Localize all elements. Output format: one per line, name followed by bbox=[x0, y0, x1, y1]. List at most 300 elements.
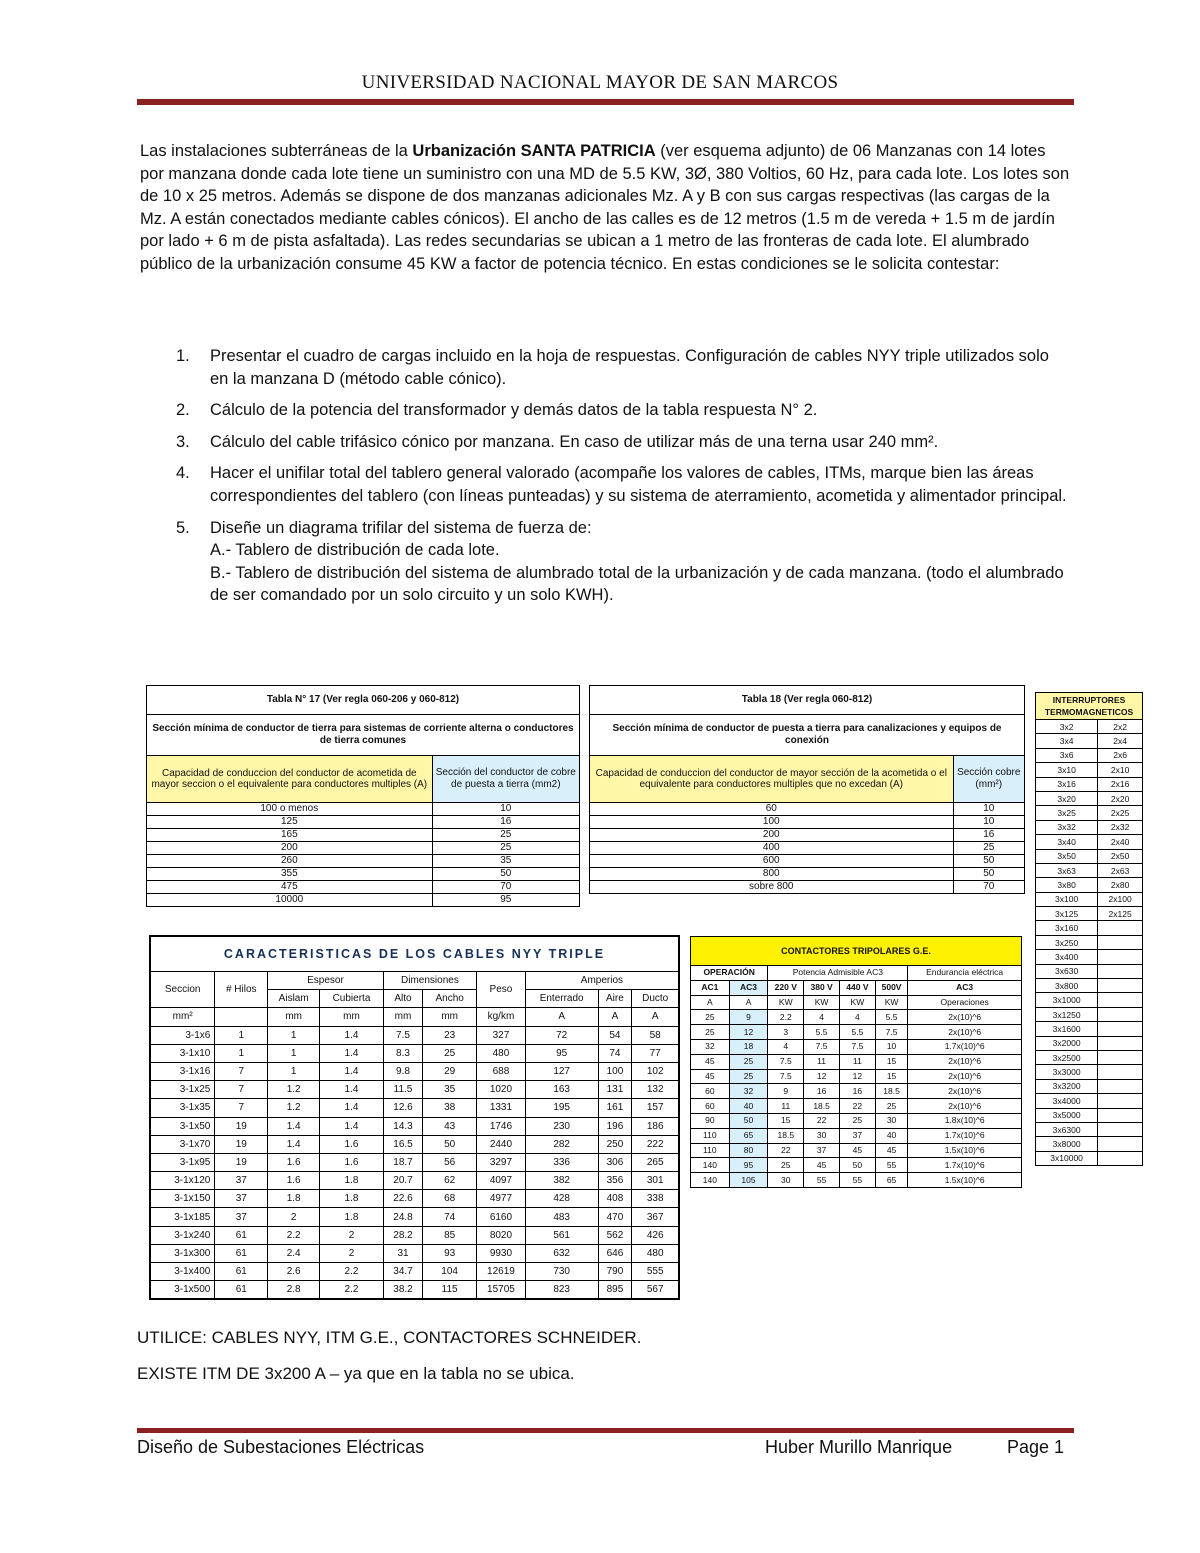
table-row bbox=[150, 1117, 679, 1135]
table-cell: 20.7 bbox=[383, 1172, 422, 1190]
table-row bbox=[1036, 993, 1143, 1007]
table-cell: 19 bbox=[215, 1153, 268, 1171]
itm-cell: 3x2000 bbox=[1036, 1036, 1098, 1050]
table-cell: 29 bbox=[423, 1062, 477, 1080]
table-cell: 7.5 bbox=[804, 1039, 840, 1054]
table-cell: 260 bbox=[147, 855, 433, 868]
itm-cell bbox=[1098, 1065, 1143, 1079]
table-cell: 50 bbox=[953, 855, 1024, 868]
table-cell: 356 bbox=[598, 1172, 632, 1190]
unit-cell: mm bbox=[383, 1008, 422, 1026]
table-row bbox=[1036, 935, 1143, 949]
itm-cell: 2x20 bbox=[1098, 791, 1143, 805]
itm-cell: 3x32 bbox=[1036, 820, 1098, 834]
table-cell: 19 bbox=[215, 1135, 268, 1153]
table-cell: 12619 bbox=[477, 1263, 526, 1281]
itm-cell bbox=[1098, 1022, 1143, 1036]
table-row bbox=[1036, 720, 1143, 734]
table-cell: 80 bbox=[729, 1143, 768, 1158]
nyy-header-alto: Alto bbox=[383, 990, 422, 1008]
table-cell: 3 bbox=[768, 1025, 804, 1040]
table-row bbox=[150, 1153, 679, 1171]
table-cell: 8.3 bbox=[383, 1044, 422, 1062]
itm-cell: 3x1250 bbox=[1036, 1007, 1098, 1021]
table-row bbox=[1036, 1108, 1143, 1122]
table-cell: 68 bbox=[423, 1190, 477, 1208]
table-cell: 1020 bbox=[477, 1081, 526, 1099]
table-cell: 4977 bbox=[477, 1190, 526, 1208]
table-cell: 55 bbox=[875, 1158, 907, 1173]
itm-cell: 3x25 bbox=[1036, 806, 1098, 820]
table-row bbox=[147, 855, 580, 868]
itm-cell: 3x3200 bbox=[1036, 1079, 1098, 1093]
table-cell: 25 bbox=[840, 1113, 876, 1128]
table-cell: 40 bbox=[729, 1099, 768, 1114]
tabla-18-col1-header: Capacidad de conduccion del conductor de mayor sección de la acometida o el equivalente para conductores multiples que no excedan (A) bbox=[590, 756, 954, 803]
unit-cell bbox=[215, 1008, 268, 1026]
table-cell: 600 bbox=[590, 855, 954, 868]
contactores-header-operacion: OPERACIÓN bbox=[691, 966, 768, 981]
table-cell: 18.7 bbox=[383, 1153, 422, 1171]
unit-cell: A bbox=[632, 1008, 679, 1026]
table-row bbox=[1036, 734, 1143, 748]
footer-page-number: Page 1 bbox=[1007, 1437, 1065, 1457]
itm-cell: 3x6300 bbox=[1036, 1122, 1098, 1136]
table-row bbox=[147, 829, 580, 842]
table-cell: 12 bbox=[840, 1069, 876, 1084]
itm-cell: 2x10 bbox=[1098, 763, 1143, 777]
nyy-header-seccion: Seccion bbox=[150, 972, 215, 1008]
table-row bbox=[147, 868, 580, 881]
table-cell: 1 bbox=[215, 1044, 268, 1062]
table-cell: 10 bbox=[953, 816, 1024, 829]
table-cell: 1.4 bbox=[320, 1062, 384, 1080]
table-cell: 3-1x10 bbox=[150, 1044, 215, 1062]
table-cell: 16.5 bbox=[383, 1135, 422, 1153]
table-cell: 104 bbox=[423, 1263, 477, 1281]
table-row bbox=[1036, 950, 1143, 964]
table-cell: 1 bbox=[268, 1026, 320, 1044]
table-cell: 2.6 bbox=[268, 1263, 320, 1281]
table-cell: 131 bbox=[598, 1081, 632, 1099]
table-row bbox=[1036, 763, 1143, 777]
table-row bbox=[1036, 1065, 1143, 1079]
table-cell: 161 bbox=[598, 1099, 632, 1117]
table-cell: 22 bbox=[840, 1099, 876, 1114]
question-number: 5. bbox=[176, 518, 190, 537]
unit-cell: mm bbox=[268, 1008, 320, 1026]
table-cell: 8020 bbox=[477, 1226, 526, 1244]
table-row bbox=[150, 1026, 679, 1044]
table-cell: 15 bbox=[768, 1113, 804, 1128]
itm-cell: 2x100 bbox=[1098, 892, 1143, 906]
table-cell: 7.5 bbox=[768, 1054, 804, 1069]
table-cell: 18 bbox=[729, 1039, 768, 1054]
table-cell: 3-1x25 bbox=[150, 1081, 215, 1099]
table-cell: 95 bbox=[729, 1158, 768, 1173]
table-row bbox=[691, 1010, 1022, 1025]
table-cell: 16 bbox=[840, 1084, 876, 1099]
question-text: Cálculo de la potencia del transformador y demás datos de la tabla respuesta N° 2. bbox=[210, 401, 818, 420]
unit-cell: A bbox=[729, 995, 768, 1010]
nyy-header-ancho: Ancho bbox=[423, 990, 477, 1008]
header-cell: AC3 bbox=[908, 980, 1022, 995]
table-cell: 3-1x6 bbox=[150, 1026, 215, 1044]
table-cell: 2 bbox=[320, 1244, 384, 1262]
document-header-title: UNIVERSIDAD NACIONAL MAYOR DE SAN MARCOS bbox=[361, 72, 839, 93]
table-cell: 37 bbox=[840, 1128, 876, 1143]
tabla-17-body bbox=[147, 803, 580, 907]
table-cell: 30 bbox=[875, 1113, 907, 1128]
table-cell: 2.2 bbox=[320, 1281, 384, 1300]
table-cell: 7.5 bbox=[840, 1039, 876, 1054]
table-row bbox=[1036, 820, 1143, 834]
table-cell: 2.8 bbox=[268, 1281, 320, 1300]
table-cell: 16 bbox=[432, 816, 579, 829]
tabla-18-title: Tabla 18 (Ver regla 060-812) bbox=[590, 686, 1025, 715]
table-cell: 105 bbox=[729, 1173, 768, 1188]
table-cell: 55 bbox=[804, 1173, 840, 1188]
itm-cell: 2x80 bbox=[1098, 878, 1143, 892]
table-cell: 567 bbox=[632, 1281, 679, 1300]
table-cell: 37 bbox=[215, 1208, 268, 1226]
table-cell: 62 bbox=[423, 1172, 477, 1190]
table-cell: 50 bbox=[423, 1135, 477, 1153]
table-cell: 25 bbox=[953, 842, 1024, 855]
table-row bbox=[1036, 1079, 1143, 1093]
table-cell: 11 bbox=[840, 1054, 876, 1069]
table-cell: 3-1x70 bbox=[150, 1135, 215, 1153]
table-cell: 32 bbox=[691, 1039, 730, 1054]
table-cell: 35 bbox=[423, 1081, 477, 1099]
table-row bbox=[150, 1226, 679, 1244]
table-cell: 93 bbox=[423, 1244, 477, 1262]
table-cell: 3-1x16 bbox=[150, 1062, 215, 1080]
table-cell: 45 bbox=[840, 1143, 876, 1158]
itm-cell: 3x40 bbox=[1036, 835, 1098, 849]
table-cell: 18.5 bbox=[875, 1084, 907, 1099]
interruptores-title: INTERRUPTORES TERMOMAGNETICOS bbox=[1036, 693, 1143, 720]
table-cell: 65 bbox=[729, 1128, 768, 1143]
footer-rule bbox=[137, 1428, 1074, 1433]
header-cell: 380 V bbox=[804, 980, 840, 995]
contactores-header-potencia: Potencia Admisible AC3 bbox=[768, 966, 908, 981]
table-cell: 100 bbox=[590, 816, 954, 829]
table-row bbox=[691, 1069, 1022, 1084]
question-item bbox=[140, 462, 1070, 507]
table-cell: 2.2 bbox=[320, 1263, 384, 1281]
table-cell: 282 bbox=[525, 1135, 598, 1153]
table-cell: 10 bbox=[432, 803, 579, 816]
nyy-header-amperios: Amperios bbox=[525, 972, 679, 990]
table-cell: 562 bbox=[598, 1226, 632, 1244]
tabla-18-col2-header: Sección cobre (mm²) bbox=[953, 756, 1024, 803]
nyy-header-aislam: Aislam bbox=[268, 990, 320, 1008]
table-cell: 2x(10)^6 bbox=[908, 1099, 1022, 1114]
table-row bbox=[1036, 777, 1143, 791]
table-cell: 1.4 bbox=[320, 1117, 384, 1135]
table-cell: 10 bbox=[875, 1039, 907, 1054]
table-cell: 2x(10)^6 bbox=[908, 1084, 1022, 1099]
table-cell: 95 bbox=[525, 1044, 598, 1062]
table-row bbox=[691, 1143, 1022, 1158]
table-cell: 31 bbox=[383, 1244, 422, 1262]
unit-cell: A bbox=[691, 995, 730, 1010]
table-cell: 95 bbox=[432, 894, 579, 907]
table-row bbox=[1036, 892, 1143, 906]
table-cell: 355 bbox=[147, 868, 433, 881]
itm-cell: 3x5000 bbox=[1036, 1108, 1098, 1122]
table-cell: 25 bbox=[423, 1044, 477, 1062]
table-cell: 4 bbox=[804, 1010, 840, 1025]
table-cell: 1.2 bbox=[268, 1099, 320, 1117]
table-row bbox=[150, 1172, 679, 1190]
question-item bbox=[140, 431, 1070, 454]
intro-paragraph bbox=[140, 140, 1070, 276]
itm-cell: 2x2 bbox=[1098, 720, 1143, 734]
table-cell: 426 bbox=[632, 1226, 679, 1244]
table-cell: 4097 bbox=[477, 1172, 526, 1190]
table-cell: 9 bbox=[729, 1010, 768, 1025]
table-row bbox=[691, 1039, 1022, 1054]
footer-author: Huber Murillo Manrique bbox=[765, 1437, 953, 1457]
table-cell: 65 bbox=[875, 1173, 907, 1188]
table-row bbox=[691, 1158, 1022, 1173]
table-cell: 45 bbox=[875, 1143, 907, 1158]
question-list bbox=[140, 345, 1070, 616]
table-cell: 1.4 bbox=[320, 1099, 384, 1117]
question-subitem: A.- Tablero de distribución de cada lote. bbox=[210, 541, 500, 560]
table-row bbox=[1036, 863, 1143, 877]
table-cell: 1331 bbox=[477, 1099, 526, 1117]
table-cell: 50 bbox=[953, 868, 1024, 881]
table-cell: 2.4 bbox=[268, 1244, 320, 1262]
tabla-17-col2-header: Sección del conductor de cobre de puesta a tierra (mm2) bbox=[432, 756, 579, 803]
table-row bbox=[590, 816, 1025, 829]
table-cell: 3-1x95 bbox=[150, 1153, 215, 1171]
table-cell: 60 bbox=[590, 803, 954, 816]
table-cell: 646 bbox=[598, 1244, 632, 1262]
intro-text-2: (ver esquema adjunto) de 06 Manzanas con 14 lotes por manzana donde cada lote tiene un suministro con una MD de 5.5 KW, 3Ø, 380 Voltios, 60 Hz, para cada lote. Los lotes son de 10 x 25 metros. Además se dispone de dos manzanas adicionales Mz. A y B con sus cargas respectivas (las cargas de la Mz. A están conectados mediante cables cónicos). El ancho de las calles es de 12 metros (1.5 m de vereda + 1.5 m de jardín por lado + 6 m de pista asfaltada). Las redes secundarias se ubican a 1 metro de las fronteras de cada lote. El alumbrado público de la urbanización consume 45 KW a factor de potencia técnico. En estas condiciones se le solicita contestar: bbox=[140, 142, 1070, 273]
table-cell: 74 bbox=[598, 1044, 632, 1062]
table-cell: 58 bbox=[632, 1026, 679, 1044]
table-cell: 1.6 bbox=[320, 1153, 384, 1171]
table-cell: 9.8 bbox=[383, 1062, 422, 1080]
question-text: Hacer el unifilar total del tablero general valorado (acompañe los valores de cables, ITMs, marque bien las áreas correspondientes del tablero (con líneas punteadas) y su sistema de aterramiento, acometida y alimentador principal. bbox=[210, 464, 1067, 505]
table-cell: 74 bbox=[423, 1208, 477, 1226]
table-cell: 100 bbox=[598, 1062, 632, 1080]
table-cell: 9 bbox=[768, 1084, 804, 1099]
table-cell: 16 bbox=[804, 1084, 840, 1099]
itm-cell: 3x6 bbox=[1036, 748, 1098, 762]
itm-cell bbox=[1098, 935, 1143, 949]
table-cell: 2x(10)^6 bbox=[908, 1025, 1022, 1040]
contactores-title: CONTACTORES TRIPOLARES G.E. bbox=[691, 937, 1022, 966]
itm-cell bbox=[1098, 1122, 1143, 1136]
itm-cell: 3x800 bbox=[1036, 979, 1098, 993]
table-cell: 25 bbox=[432, 842, 579, 855]
table-cell: 186 bbox=[632, 1117, 679, 1135]
table-cell: 555 bbox=[632, 1263, 679, 1281]
table-cell: 196 bbox=[598, 1117, 632, 1135]
table-cell: 28.2 bbox=[383, 1226, 422, 1244]
note-existe: EXISTE ITM DE 3x200 A – ya que en la tabla no se ubica. bbox=[137, 1364, 575, 1383]
tabla-17-title: Tabla N° 17 (Ver regla 060-206 y 060-812) bbox=[147, 686, 580, 715]
unit-cell: mm² bbox=[150, 1008, 215, 1026]
table-cell: 3-1x50 bbox=[150, 1117, 215, 1135]
table-cell: 5.5 bbox=[875, 1010, 907, 1025]
table-cell: 7.5 bbox=[768, 1069, 804, 1084]
table-cell: 1.6 bbox=[268, 1153, 320, 1171]
table-cell: 115 bbox=[423, 1281, 477, 1300]
table-cell: 45 bbox=[804, 1158, 840, 1173]
table-cell: 9930 bbox=[477, 1244, 526, 1262]
itm-cell: 3x10 bbox=[1036, 763, 1098, 777]
table-row bbox=[150, 1208, 679, 1226]
table-cell: 1.4 bbox=[320, 1044, 384, 1062]
note-utilice: UTILICE: CABLES NYY, ITM G.E., CONTACTORES SCHNEIDER. bbox=[137, 1328, 642, 1347]
table-cell: 43 bbox=[423, 1117, 477, 1135]
table-cell: 22 bbox=[768, 1143, 804, 1158]
table-cell: 25 bbox=[432, 829, 579, 842]
itm-cell: 2x32 bbox=[1098, 820, 1143, 834]
table-cell: 1746 bbox=[477, 1117, 526, 1135]
unit-cell: Operaciones bbox=[908, 995, 1022, 1010]
table-cell: 55 bbox=[840, 1173, 876, 1188]
footer-course: Diseño de Subestaciones Eléctricas bbox=[137, 1437, 425, 1457]
table-row bbox=[1036, 1036, 1143, 1050]
itm-cell: 3x4 bbox=[1036, 734, 1098, 748]
table-cell: 35 bbox=[432, 855, 579, 868]
table-cell: 25 bbox=[691, 1010, 730, 1025]
table-cell: 2.2 bbox=[268, 1226, 320, 1244]
table-row bbox=[150, 1099, 679, 1117]
table-cell: 38 bbox=[423, 1099, 477, 1117]
tabla-17-subtitle: Sección mínima de conductor de tierra para sistemas de corriente alterna o conductores de tierra comunes bbox=[147, 715, 580, 756]
table-cell: 823 bbox=[525, 1281, 598, 1300]
table-cell: 222 bbox=[632, 1135, 679, 1153]
table-cell: 3-1x185 bbox=[150, 1208, 215, 1226]
table-cell: 37 bbox=[215, 1190, 268, 1208]
nyy-header-dimensiones: Dimensiones bbox=[383, 972, 476, 990]
table-row bbox=[1036, 979, 1143, 993]
nyy-header-cubierta: Cubierta bbox=[320, 990, 384, 1008]
table-cell: 367 bbox=[632, 1208, 679, 1226]
question-text: Diseñe un diagrama trifilar del sistema de fuerza de: bbox=[210, 518, 592, 537]
table-cell: 61 bbox=[215, 1244, 268, 1262]
table-row bbox=[150, 1263, 679, 1281]
table-cell: 157 bbox=[632, 1099, 679, 1117]
itm-cell bbox=[1098, 1036, 1143, 1050]
table-cell: 1.8 bbox=[268, 1190, 320, 1208]
table-cell: 200 bbox=[590, 829, 954, 842]
intro-bold: Urbanización SANTA PATRICIA bbox=[412, 142, 656, 160]
table-cell: 7.5 bbox=[383, 1026, 422, 1044]
nyy-title: CARACTERISTICAS DE LOS CABLES NYY TRIPLE bbox=[150, 936, 679, 972]
table-cell: 336 bbox=[525, 1153, 598, 1171]
table-cell: 38.2 bbox=[383, 1281, 422, 1300]
table-cell: 195 bbox=[525, 1099, 598, 1117]
table-row bbox=[590, 829, 1025, 842]
header-cell: 440 V bbox=[840, 980, 876, 995]
table-row bbox=[1036, 1050, 1143, 1064]
table-cell: 475 bbox=[147, 881, 433, 894]
table-cell: 50 bbox=[840, 1158, 876, 1173]
itm-cell: 3x63 bbox=[1036, 863, 1098, 877]
table-row bbox=[691, 1025, 1022, 1040]
itm-cell: 2x6 bbox=[1098, 748, 1143, 762]
table-cell: 22.6 bbox=[383, 1190, 422, 1208]
table-row bbox=[1036, 1022, 1143, 1036]
intro-text-1: Las instalaciones subterráneas de la bbox=[140, 142, 413, 160]
table-cell: 7 bbox=[215, 1081, 268, 1099]
table-cell: 1.7x(10)^6 bbox=[908, 1128, 1022, 1143]
table-row bbox=[1036, 835, 1143, 849]
question-subitem: B.- Tablero de distribución del sistema de alumbrado total de la urbanización y de cada manzana. (todo el alumbrado de ser comandado por un solo circuito y un solo KWH). bbox=[210, 563, 1064, 605]
itm-cell bbox=[1098, 964, 1143, 978]
itm-cell: 3x3000 bbox=[1036, 1065, 1098, 1079]
itm-cell: 3x250 bbox=[1036, 935, 1098, 949]
table-cell: 483 bbox=[525, 1208, 598, 1226]
itm-cell bbox=[1098, 1151, 1143, 1165]
table-cell: 800 bbox=[590, 868, 954, 881]
itm-cell: 3x630 bbox=[1036, 964, 1098, 978]
unit-cell: mm bbox=[423, 1008, 477, 1026]
unit-cell: KW bbox=[804, 995, 840, 1010]
table-cell: 3-1x500 bbox=[150, 1281, 215, 1300]
table-cell: 70 bbox=[953, 881, 1024, 894]
question-number: 4. bbox=[176, 464, 190, 483]
table-cell: 3-1x400 bbox=[150, 1263, 215, 1281]
interruptores-body bbox=[1036, 720, 1143, 1166]
table-cell: 730 bbox=[525, 1263, 598, 1281]
table-cell: 382 bbox=[525, 1172, 598, 1190]
itm-cell bbox=[1098, 1137, 1143, 1151]
itm-cell: 2x63 bbox=[1098, 863, 1143, 877]
table-cell: 895 bbox=[598, 1281, 632, 1300]
table-cell: 90 bbox=[691, 1113, 730, 1128]
itm-cell: 3x1000 bbox=[1036, 993, 1098, 1007]
itm-cell: 3x20 bbox=[1036, 791, 1098, 805]
table-cell: 140 bbox=[691, 1173, 730, 1188]
table-cell: 400 bbox=[590, 842, 954, 855]
nyy-header-peso: Peso bbox=[477, 972, 526, 1008]
table-cell: 10 bbox=[953, 803, 1024, 816]
itm-cell: 3x125 bbox=[1036, 907, 1098, 921]
table-row bbox=[147, 894, 580, 907]
itm-cell bbox=[1098, 993, 1143, 1007]
table-cell: 127 bbox=[525, 1062, 598, 1080]
table-row bbox=[150, 1044, 679, 1062]
table-row bbox=[1036, 878, 1143, 892]
table-cell: 6160 bbox=[477, 1208, 526, 1226]
table-cell: 480 bbox=[632, 1244, 679, 1262]
itm-cell: 3x160 bbox=[1036, 921, 1098, 935]
table-row bbox=[590, 855, 1025, 868]
table-row bbox=[1036, 964, 1143, 978]
table-cell: 18.5 bbox=[768, 1128, 804, 1143]
table-row bbox=[1036, 1137, 1143, 1151]
table-cell: 10000 bbox=[147, 894, 433, 907]
table-row bbox=[150, 1281, 679, 1300]
table-row bbox=[150, 1135, 679, 1153]
table-row bbox=[1036, 1151, 1143, 1165]
contactores-table bbox=[690, 936, 1022, 1188]
itm-cell bbox=[1098, 1094, 1143, 1108]
table-cell: 1.8x(10)^6 bbox=[908, 1113, 1022, 1128]
table-cell: 11.5 bbox=[383, 1081, 422, 1099]
itm-cell bbox=[1098, 1007, 1143, 1021]
